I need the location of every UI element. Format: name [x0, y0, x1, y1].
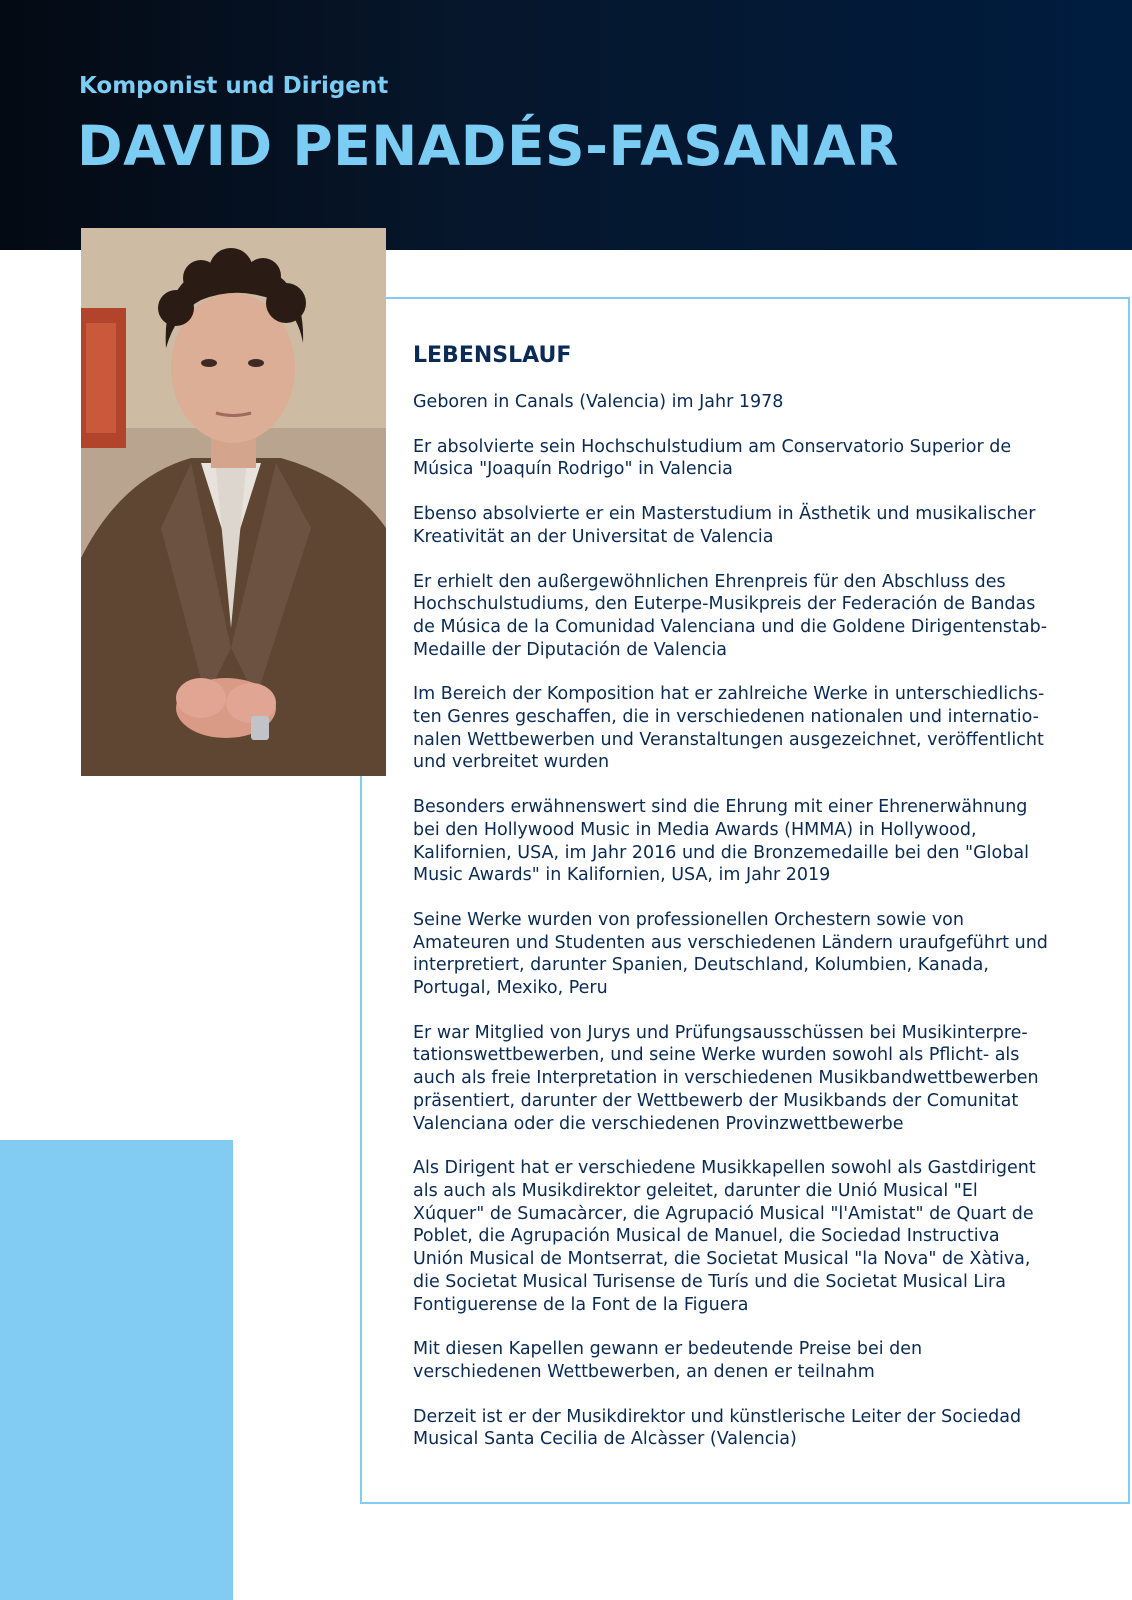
cv-paragraph-prizes: Mit diesen Kapellen gewann er bedeutende Preise bei den verschiedenen Wettbewerben, an denen er teilnahm: [413, 1339, 923, 1382]
cv-paragraph-composition: Im Bereich der Komposition hat er zahlreiche Werke in unterschiedlichs-ten Genres geschaffen, die in verschiedenen nationalen und internatio-nalen Wettbewerben und Veranstaltungen ausgezeichnet, veröffentlicht und verbreitet wurden: [413, 684, 1045, 773]
cv-paragraph-conducting: Als Dirigent hat er verschiedene Musikkapellen sowohl als Gastdirigent als auch als Musikdirektor geleitet, darunter die Unió Musical "El Xúquer" de Sumacàrcer, die Agrupació Musical "l'Amistat" de Quart de Poblet, die Agrupación Musical de Manuel, die Sociedad Instructiva Unión Musical de Montserrat, die Societat Musical "la Nova" de Xàtiva, die Societat Musical Turisense de Turís und die Societat Musical Lira Fontiguerense de la Font de la Figuera: [413, 1158, 1036, 1315]
cv-paragraph-hmma: Besonders erwähnenswert sind die Ehrung mit einer Ehrenerwähnung bei den Hollywood Music in Media Awards (HMMA) in Hollywood, Kalifornien, USA, im Jahr 2016 und die Bronzemedaille bei den "Global Music Awards" in Kalifornien, USA, im Jahr 2019: [413, 797, 1029, 886]
header-banner: [0, 0, 1132, 250]
cv-paragraph-performances: Seine Werke wurden von professionellen Orchestern sowie von Amateuren und Studenten aus verschiedenen Ländern uraufgeführt und interpretiert, darunter Spanien, Deutschland, Kolumbien, Kanada, Portugal, Mexiko, Peru: [413, 909, 1048, 999]
decorative-blue-block: [0, 1140, 233, 1600]
cv-paragraph-juries: Er war Mitglied von Jurys und Prüfungsausschüssen bei Musikinterpre-tationswettbewerben, und seine Werke wurden sowohl als Pflicht- als auch als freie Interpretation in verschiedenen Musikbandwettbewerben präsentiert, darunter der Wettbewerb der Musikbands der Comunitat Valenciana oder die verschiedenen Provinzwettbewerbe: [413, 1022, 1039, 1134]
cv-paragraph-master: Ebenso absolvierte er ein Masterstudium in Ästhetik und musikalischer Kreativität an der Universitat de Valencia: [413, 504, 1036, 547]
portrait-illustration: [81, 228, 386, 776]
cv-heading: LEBENSLAUF: [413, 343, 572, 368]
cv-section: [413, 341, 1053, 1473]
cv-paragraph-birth: Geboren in Canals (Valencia) im Jahr 1978: [413, 392, 784, 412]
subtitle: Komponist und Dirigent: [79, 73, 389, 99]
portrait-photo: [81, 228, 386, 776]
cv-paragraph-studies: Er absolvierte sein Hochschulstudium am Conservatorio Superior de Música "Joaquín Rodrigo" in Valencia: [413, 436, 1012, 480]
page-title: DAVID PENADÉS-FASANAR: [77, 114, 899, 178]
cv-paragraph-current: Derzeit ist er der Musikdirektor und künstlerische Leiter der Sociedad Musical Santa Cecilia de Alcàsser (Valencia): [413, 1406, 1022, 1450]
cv-paragraph-awards: Er erhielt den außergewöhnlichen Ehrenpreis für den Abschluss des Hochschulstudiums, den Euterpe-Musikpreis der Federación de Bandas de Música de la Comunidad Valenciana und die Goldene Dirigentenstab-Medaille der Diputación de Valencia: [413, 571, 1048, 660]
